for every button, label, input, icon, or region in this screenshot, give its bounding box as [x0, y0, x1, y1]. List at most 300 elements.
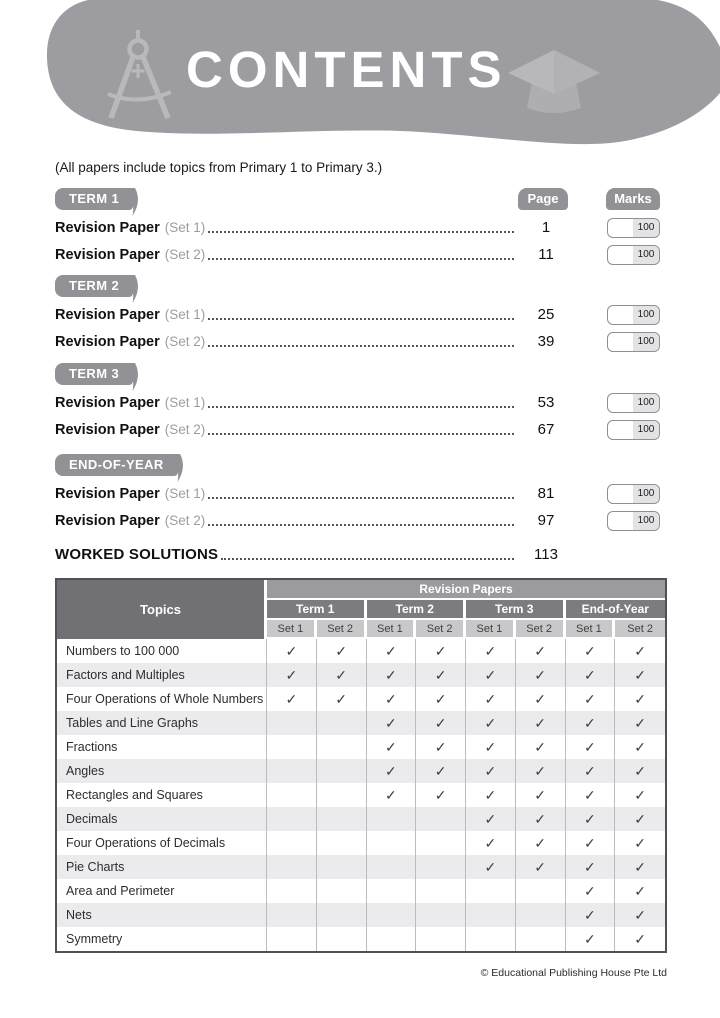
check-cell [566, 711, 616, 735]
check-cell [416, 687, 466, 711]
table-header-set: Set 2 [416, 620, 466, 639]
toc-row-set-label: (Set 1) [164, 307, 206, 322]
marks-box [607, 393, 660, 413]
dotted-leader [208, 433, 514, 435]
topic-cell [57, 807, 267, 831]
check-cell [516, 831, 566, 855]
check-mark: ✓ [584, 666, 596, 683]
check-cell [317, 639, 367, 663]
page-number: 1 [541, 219, 551, 236]
check-mark: ✓ [385, 642, 397, 659]
check-cell [317, 711, 367, 735]
table-header-set: Set 1 [566, 620, 616, 639]
check-mark: ✓ [484, 762, 497, 779]
check-cell [516, 927, 566, 951]
table-header-set: Set 1 [267, 620, 317, 639]
check-mark: ✓ [385, 690, 397, 707]
check-mark: ✓ [534, 786, 546, 803]
check-cell [267, 639, 317, 663]
check-mark: ✓ [584, 834, 596, 851]
check-cell [367, 735, 417, 759]
check-cell [317, 831, 367, 855]
check-cell [367, 903, 417, 927]
page-number: 81 [537, 485, 555, 502]
check-cell [516, 735, 566, 759]
topic-cell [57, 711, 267, 735]
check-cell [566, 735, 616, 759]
check-cell [416, 879, 466, 903]
check-cell [615, 759, 665, 783]
check-mark: ✓ [385, 714, 397, 731]
check-mark: ✓ [484, 666, 497, 683]
check-cell [267, 711, 317, 735]
check-mark: ✓ [484, 810, 497, 827]
check-cell [516, 639, 566, 663]
check-cell [516, 879, 566, 903]
compass-icon [96, 28, 180, 124]
check-cell [267, 783, 317, 807]
check-cell [615, 639, 665, 663]
check-cell [267, 735, 317, 759]
check-cell [615, 783, 665, 807]
marks-total: 100 [633, 485, 659, 503]
check-cell [317, 903, 367, 927]
marks-box [607, 305, 660, 325]
table-header-set: Set 1 [367, 620, 417, 639]
table-header-term: Term 1 [267, 600, 367, 620]
check-mark: ✓ [335, 690, 347, 707]
check-cell [466, 831, 516, 855]
check-mark: ✓ [385, 786, 397, 803]
toc-row-title: Revision Paper [55, 512, 160, 529]
check-cell [466, 927, 516, 951]
marks-box [607, 484, 660, 504]
check-cell [466, 687, 516, 711]
check-cell [267, 879, 317, 903]
toc-row-title: Revision Paper [55, 306, 160, 323]
check-cell [367, 879, 417, 903]
check-mark: ✓ [335, 666, 347, 683]
marks-blank-area [608, 219, 633, 237]
dotted-leader [208, 231, 514, 233]
check-cell [615, 927, 665, 951]
toc-row-title: Revision Paper [55, 219, 160, 236]
page-number: 97 [537, 512, 555, 529]
table-header-set: Set 2 [615, 620, 665, 639]
check-cell [317, 759, 367, 783]
table-header-revision-papers: Revision Papers [267, 580, 665, 600]
check-mark: ✓ [634, 690, 646, 707]
check-cell [615, 831, 665, 855]
dotted-leader [208, 258, 514, 260]
marks-total: 100 [633, 246, 659, 264]
topic-cell [57, 687, 267, 711]
dotted-leader [208, 345, 514, 347]
check-cell [317, 735, 367, 759]
check-mark: ✓ [634, 738, 646, 755]
page-title: CONTENTS [186, 41, 507, 98]
check-cell [516, 807, 566, 831]
check-cell [367, 855, 417, 879]
toc-row-set-label: (Set 1) [164, 220, 206, 235]
check-mark: ✓ [534, 762, 546, 779]
topic-label: Angles [66, 764, 105, 778]
check-cell [566, 927, 616, 951]
intro-note: (All papers include topics from Primary 1 to Primary 3.) [55, 160, 383, 175]
dotted-leader [208, 497, 514, 499]
topic-cell [57, 879, 267, 903]
table-header-topics: Topics [57, 580, 267, 639]
check-cell [416, 759, 466, 783]
toc-row [55, 416, 660, 443]
toc-row [55, 301, 660, 328]
marks-total: 100 [633, 394, 659, 412]
topic-label: Factors and Multiples [66, 668, 185, 682]
check-cell [566, 879, 616, 903]
check-cell [516, 711, 566, 735]
topic-cell [57, 735, 267, 759]
marks-box [607, 332, 660, 352]
check-mark: ✓ [534, 738, 546, 755]
toc-section [55, 275, 660, 355]
marks-blank-area [608, 512, 633, 530]
check-mark: ✓ [285, 642, 298, 659]
check-cell [317, 879, 367, 903]
toc-row [55, 389, 660, 416]
check-cell [367, 759, 417, 783]
table-header-term: End-of-Year [566, 600, 666, 620]
dotted-leader [221, 558, 514, 560]
worked-solutions-title: WORKED SOLUTIONS [55, 546, 219, 563]
check-mark: ✓ [584, 882, 596, 899]
check-mark: ✓ [484, 834, 497, 851]
check-cell [516, 759, 566, 783]
page-number: 39 [537, 333, 555, 350]
check-cell [267, 759, 317, 783]
toc-section [55, 188, 660, 268]
check-cell [317, 855, 367, 879]
check-mark: ✓ [634, 906, 646, 923]
page-number: 67 [537, 421, 555, 438]
check-cell [566, 639, 616, 663]
page-number: 53 [537, 394, 555, 411]
toc-row-set-label: (Set 2) [164, 422, 206, 437]
topic-cell [57, 831, 267, 855]
topic-label: Tables and Line Graphs [66, 716, 199, 730]
check-cell [466, 711, 516, 735]
check-cell [416, 855, 466, 879]
check-mark: ✓ [434, 786, 447, 803]
toc-row-set-label: (Set 2) [164, 513, 206, 528]
topic-label: Fractions [66, 740, 118, 754]
check-cell [367, 663, 417, 687]
marks-box [607, 511, 660, 531]
section-badge-label: END-OF-YEAR [69, 457, 164, 472]
check-cell [566, 759, 616, 783]
page-column-badge: Page [518, 188, 568, 210]
check-cell [466, 855, 516, 879]
check-cell [566, 663, 616, 687]
table-header-term: Term 2 [367, 600, 467, 620]
check-cell [317, 783, 367, 807]
check-cell [367, 807, 417, 831]
check-mark: ✓ [534, 834, 546, 851]
check-mark: ✓ [385, 738, 397, 755]
check-cell [416, 639, 466, 663]
section-badge [55, 363, 133, 385]
check-mark: ✓ [484, 738, 497, 755]
check-cell [615, 711, 665, 735]
check-cell [416, 711, 466, 735]
page-number: 11 [538, 246, 554, 263]
topic-label: Decimals [66, 812, 118, 826]
check-cell [267, 687, 317, 711]
check-mark: ✓ [634, 666, 646, 683]
section-badge-label: TERM 3 [69, 366, 120, 381]
toc-row-title: Revision Paper [55, 485, 160, 502]
check-mark: ✓ [634, 762, 646, 779]
check-cell [566, 807, 616, 831]
check-cell [566, 783, 616, 807]
dotted-leader [208, 318, 514, 320]
toc-row-title: Revision Paper [55, 421, 160, 438]
check-cell [267, 855, 317, 879]
dotted-leader [208, 406, 514, 408]
check-mark: ✓ [534, 810, 546, 827]
check-mark: ✓ [285, 666, 298, 683]
table-header-set: Set 2 [317, 620, 367, 639]
check-cell [466, 903, 516, 927]
check-cell [267, 927, 317, 951]
check-mark: ✓ [484, 690, 497, 707]
topic-cell [57, 639, 267, 663]
topic-label: Nets [66, 908, 92, 922]
check-mark: ✓ [634, 642, 646, 659]
check-cell [516, 687, 566, 711]
check-cell [615, 735, 665, 759]
check-cell [416, 831, 466, 855]
section-badge [55, 454, 178, 476]
check-cell [367, 831, 417, 855]
check-cell [466, 735, 516, 759]
topic-label: Four Operations of Whole Numbers [66, 692, 264, 706]
toc-row [55, 241, 660, 268]
table-header-set: Set 2 [516, 620, 566, 639]
marks-total: 100 [633, 333, 659, 351]
check-mark: ✓ [385, 666, 397, 683]
toc-row [55, 328, 660, 355]
toc-row-set-label: (Set 1) [164, 395, 206, 410]
toc-section [55, 454, 660, 534]
check-mark: ✓ [534, 666, 546, 683]
check-mark: ✓ [634, 930, 646, 947]
check-mark: ✓ [634, 786, 646, 803]
marks-box [607, 245, 660, 265]
check-mark: ✓ [634, 810, 646, 827]
check-cell [615, 663, 665, 687]
badge-tail [126, 275, 142, 304]
check-mark: ✓ [434, 690, 447, 707]
toc-row-title: Revision Paper [55, 394, 160, 411]
topic-cell [57, 759, 267, 783]
check-cell [317, 807, 367, 831]
check-mark: ✓ [634, 882, 646, 899]
check-cell [416, 927, 466, 951]
check-mark: ✓ [285, 690, 298, 707]
marks-blank-area [608, 485, 633, 503]
section-badge [55, 188, 133, 210]
section-badge-label: TERM 1 [69, 191, 120, 206]
check-cell [367, 783, 417, 807]
topic-label: Four Operations of Decimals [66, 836, 226, 850]
worked-solutions-row [55, 541, 660, 568]
section-badge-label: TERM 2 [69, 278, 120, 293]
marks-blank-area [608, 333, 633, 351]
check-cell [615, 855, 665, 879]
check-cell [566, 855, 616, 879]
check-cell [466, 639, 516, 663]
page-number: 25 [537, 306, 555, 323]
table-header-term: Term 3 [466, 600, 566, 620]
toc-row-title: Revision Paper [55, 333, 160, 350]
check-cell [566, 903, 616, 927]
section-badge [55, 275, 133, 297]
check-cell [615, 687, 665, 711]
topic-cell [57, 663, 267, 687]
check-cell [416, 735, 466, 759]
toc-row [55, 507, 660, 534]
check-cell [516, 903, 566, 927]
check-mark: ✓ [584, 738, 596, 755]
topic-label: Numbers to 100 000 [66, 644, 180, 658]
check-cell [615, 879, 665, 903]
toc-row-set-label: (Set 1) [164, 486, 206, 501]
check-cell [516, 783, 566, 807]
topic-label: Symmetry [66, 932, 123, 946]
check-mark: ✓ [634, 858, 646, 875]
topic-cell [57, 903, 267, 927]
check-cell [367, 687, 417, 711]
check-mark: ✓ [584, 762, 596, 779]
check-cell [317, 663, 367, 687]
check-cell [566, 831, 616, 855]
check-mark: ✓ [534, 690, 546, 707]
table-header-set: Set 1 [466, 620, 516, 639]
check-mark: ✓ [584, 642, 596, 659]
check-cell [367, 927, 417, 951]
check-mark: ✓ [434, 762, 447, 779]
toc-section [55, 363, 660, 443]
check-mark: ✓ [534, 642, 546, 659]
check-mark: ✓ [434, 666, 447, 683]
check-cell [267, 903, 317, 927]
check-mark: ✓ [584, 930, 596, 947]
toc-row-title: Revision Paper [55, 246, 160, 263]
check-cell [466, 879, 516, 903]
check-cell [367, 711, 417, 735]
badge-tail [171, 454, 187, 483]
check-cell [466, 759, 516, 783]
check-cell [566, 687, 616, 711]
marks-total: 100 [633, 421, 659, 439]
check-cell [317, 687, 367, 711]
graduation-cap-icon [506, 46, 602, 118]
toc-row-set-label: (Set 2) [164, 247, 206, 262]
check-mark: ✓ [385, 762, 397, 779]
check-mark: ✓ [584, 858, 596, 875]
toc-row [55, 480, 660, 507]
check-mark: ✓ [434, 714, 447, 731]
topic-cell [57, 927, 267, 951]
check-cell [516, 855, 566, 879]
badge-tail [126, 188, 142, 217]
check-cell [267, 807, 317, 831]
topic-label: Area and Perimeter [66, 884, 175, 898]
topic-cell [57, 855, 267, 879]
check-mark: ✓ [584, 786, 596, 803]
page-number: 113 [534, 546, 558, 563]
check-cell [267, 663, 317, 687]
marks-blank-area [608, 421, 633, 439]
topics-matrix-table [55, 578, 667, 953]
check-cell [516, 663, 566, 687]
check-cell [367, 639, 417, 663]
badge-tail [126, 363, 142, 392]
marks-total: 100 [633, 512, 659, 530]
check-cell [466, 663, 516, 687]
check-cell [416, 903, 466, 927]
check-cell [267, 831, 317, 855]
marks-box [607, 420, 660, 440]
check-mark: ✓ [484, 786, 497, 803]
marks-column-badge: Marks [606, 188, 660, 210]
check-mark: ✓ [534, 714, 546, 731]
check-mark: ✓ [584, 906, 596, 923]
topic-label: Rectangles and Squares [66, 788, 203, 802]
check-mark: ✓ [584, 810, 596, 827]
marks-blank-area [608, 394, 633, 412]
marks-total: 100 [633, 306, 659, 324]
check-mark: ✓ [634, 834, 646, 851]
toc-row [55, 214, 660, 241]
copyright-notice: © Educational Publishing House Pte Ltd [480, 967, 667, 979]
check-mark: ✓ [484, 714, 497, 731]
check-cell [615, 807, 665, 831]
topic-cell [57, 783, 267, 807]
toc-row-set-label: (Set 2) [164, 334, 206, 349]
check-cell [317, 927, 367, 951]
check-cell [416, 663, 466, 687]
check-mark: ✓ [584, 714, 596, 731]
check-mark: ✓ [634, 714, 646, 731]
check-mark: ✓ [534, 858, 546, 875]
marks-total: 100 [633, 219, 659, 237]
topics-matrix-grid [57, 580, 665, 951]
check-mark: ✓ [584, 690, 596, 707]
check-cell [466, 807, 516, 831]
check-mark: ✓ [434, 738, 447, 755]
check-mark: ✓ [434, 642, 447, 659]
check-cell [416, 807, 466, 831]
topic-label: Pie Charts [66, 860, 125, 874]
marks-box [607, 218, 660, 238]
check-cell [416, 783, 466, 807]
check-mark: ✓ [335, 642, 347, 659]
marks-blank-area [608, 306, 633, 324]
check-mark: ✓ [484, 858, 497, 875]
dotted-leader [208, 524, 514, 526]
check-mark: ✓ [484, 642, 497, 659]
